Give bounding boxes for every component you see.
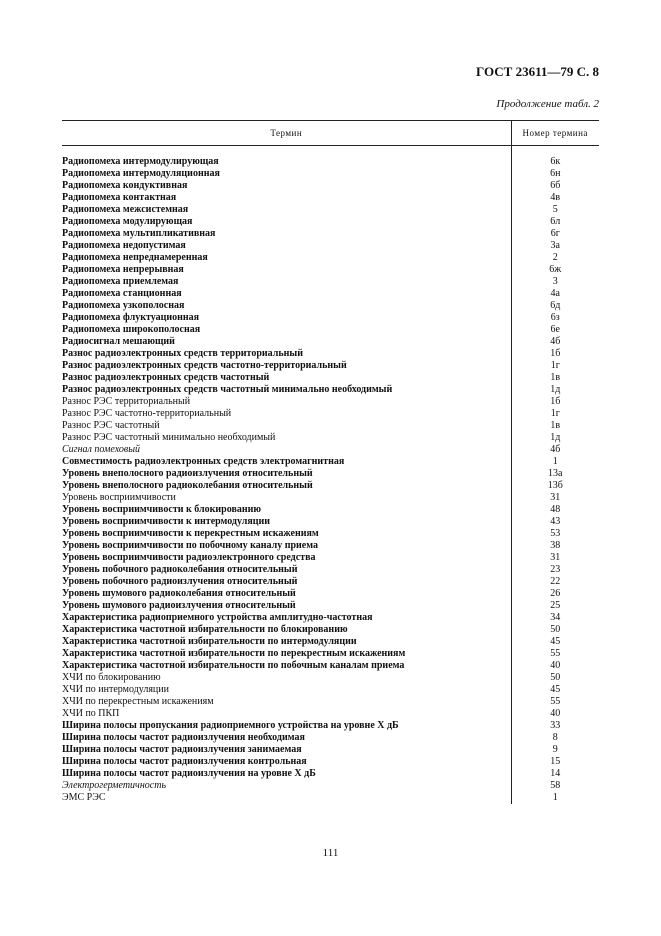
- table-row: [62, 648, 599, 660]
- table-row: [62, 528, 599, 540]
- column-header-number: Номер термина: [511, 121, 599, 146]
- term-number-cell: 1в: [550, 420, 561, 431]
- term-cell: Уровень шумового радиоизлучения относительный: [62, 600, 511, 612]
- table-row: [62, 336, 599, 348]
- term-cell: Разнос РЭС частотно-территориальный: [62, 408, 511, 420]
- table-row: [62, 624, 599, 636]
- term-number-cell: 4б: [550, 336, 561, 347]
- table-row: [62, 552, 599, 564]
- term-cell: Разнос РЭС частотный минимально необходимый: [62, 432, 511, 444]
- table-row: [62, 156, 599, 168]
- term-number-cell: 33: [550, 720, 561, 731]
- term-cell: Характеристика частотной избирательности по перекрестным искажениям: [62, 648, 511, 660]
- term-cell: Ширина полосы частот радиоизлучения необходимая: [62, 732, 511, 744]
- table-row: [62, 348, 599, 360]
- table-continuation-label: Продолжение табл. 2: [496, 98, 599, 110]
- term-number-cell: 3: [552, 276, 558, 287]
- table-row: [62, 696, 599, 708]
- term-number-cell: 48: [550, 504, 561, 515]
- table-row: [62, 612, 599, 624]
- term-number-cell: 3а: [550, 240, 560, 251]
- term-cell: Уровень побочного радиоизлучения относительный: [62, 576, 511, 588]
- term-cell: Характеристика частотной избирательности по интермодуляции: [62, 636, 511, 648]
- term-number-cell: 2: [552, 252, 558, 263]
- term-cell: Разнос радиоэлектронных средств частотно-территориальный: [62, 360, 511, 372]
- term-number-cell: 1д: [550, 432, 561, 443]
- term-number-cell: 13б: [547, 480, 563, 491]
- term-number-cell: 13а: [548, 468, 563, 479]
- term-number-cell: 1б: [550, 396, 561, 407]
- table-row: [62, 228, 599, 240]
- term-cell: Радиопомеха контактная: [62, 192, 511, 204]
- term-number-cell: 1в: [550, 372, 561, 383]
- term-number-cell: 6л: [550, 216, 561, 227]
- table-row: [62, 396, 599, 408]
- table-row: [62, 684, 599, 696]
- term-number-cell: 6к: [550, 156, 561, 167]
- term-number-cell: 45: [550, 636, 561, 647]
- table-header-row: [62, 121, 599, 146]
- term-number-cell: 55: [550, 696, 561, 707]
- term-cell: Разнос радиоэлектронных средств частотный минимально необходимый: [62, 384, 511, 396]
- column-header-term: Термин: [62, 121, 511, 146]
- table-row: [62, 264, 599, 276]
- table-row: [62, 516, 599, 528]
- table-row: [62, 252, 599, 264]
- term-number-cell: 6ж: [549, 264, 562, 275]
- term-cell: Радиопомеха непрерывная: [62, 264, 511, 276]
- term-cell: Радиопомеха непреднамеренная: [62, 252, 511, 264]
- page-number: 111: [322, 847, 339, 859]
- table-row: [62, 168, 599, 180]
- term-cell: Уровень внеполосного радиоизлучения относительный: [62, 468, 511, 480]
- table-row: [62, 672, 599, 684]
- term-number-cell: 1б: [550, 348, 561, 359]
- table-row: [62, 180, 599, 192]
- term-cell: Ширина полосы частот радиоизлучения занимаемая: [62, 744, 511, 756]
- term-cell: Уровень внеполосного радиоколебания относительный: [62, 480, 511, 492]
- term-number-cell: 6д: [550, 300, 561, 311]
- term-cell: Характеристика радиоприемного устройства амплитудно-частотная: [62, 612, 511, 624]
- table-row: [62, 420, 599, 432]
- table-row: [62, 468, 599, 480]
- term-cell: Уровень восприимчивости к блокированию: [62, 504, 511, 516]
- table-row: [62, 192, 599, 204]
- term-number-cell: 1д: [550, 384, 561, 395]
- term-number-cell: 6н: [550, 168, 561, 179]
- term-number-cell: 4б: [550, 444, 561, 455]
- table-row: [62, 540, 599, 552]
- term-cell: ХЧИ по перекрестным искажениям: [62, 696, 511, 708]
- term-cell: ХЧИ по интермодуляции: [62, 684, 511, 696]
- table-row: [62, 504, 599, 516]
- table-row: [62, 444, 599, 456]
- table-row: [62, 576, 599, 588]
- term-number-cell: 9: [552, 744, 558, 755]
- term-number-cell: 8: [552, 732, 558, 743]
- term-number-cell: 26: [550, 588, 561, 599]
- term-number-cell: 23: [550, 564, 561, 575]
- term-cell: Радиопомеха кондуктивная: [62, 180, 511, 192]
- term-cell: Характеристика частотной избирательности по побочным каналам приема: [62, 660, 511, 672]
- term-cell: Радиопомеха узкополосная: [62, 300, 511, 312]
- term-cell: Ширина полосы пропускания радиоприемного устройства на уровне X дБ: [62, 720, 511, 732]
- term-cell: Ширина полосы частот радиоизлучения контрольная: [62, 756, 511, 768]
- table-row: [62, 456, 599, 468]
- term-number-cell: 6г: [550, 228, 560, 239]
- term-number-cell: 58: [550, 780, 561, 791]
- table-row: [62, 480, 599, 492]
- term-cell: Разнос радиоэлектронных средств территориальный: [62, 348, 511, 360]
- term-cell: Радиопомеха станционная: [62, 288, 511, 300]
- term-number-cell: 38: [550, 540, 561, 551]
- document-header: ГОСТ 23611—79 С. 8: [476, 64, 599, 79]
- term-cell: Радиопомеха модулирующая: [62, 216, 511, 228]
- term-cell: Разнос радиоэлектронных средств частотный: [62, 372, 511, 384]
- term-cell: Уровень восприимчивости к перекрестным искажениям: [62, 528, 511, 540]
- table-row: [62, 432, 599, 444]
- term-number-cell: 40: [550, 708, 561, 719]
- table-row: [62, 372, 599, 384]
- table-row: [62, 384, 599, 396]
- table-row: [62, 300, 599, 312]
- term-number-cell: 4а: [550, 288, 560, 299]
- term-number-cell: 1г: [550, 360, 560, 371]
- term-cell: Уровень восприимчивости радиоэлектронного средства: [62, 552, 511, 564]
- table-row: [62, 600, 599, 612]
- term-number-cell: 5: [552, 204, 558, 215]
- table-row: [62, 216, 599, 228]
- term-number-cell: 4в: [550, 192, 561, 203]
- term-cell: ЭМС РЭС: [62, 792, 511, 804]
- term-cell: Уровень шумового радиоколебания относительный: [62, 588, 511, 600]
- term-number-cell: 31: [550, 492, 561, 503]
- term-cell: Ширина полосы частот радиоизлучения на уровне X дБ: [62, 768, 511, 780]
- term-cell: Радиопомеха межсистемная: [62, 204, 511, 216]
- terms-table: [62, 120, 599, 804]
- table-row: [62, 708, 599, 720]
- term-cell: Уровень восприимчивости: [62, 492, 511, 504]
- table-row: [62, 360, 599, 372]
- term-number-cell: 6б: [550, 180, 561, 191]
- term-cell: Уровень побочного радиоколебания относительный: [62, 564, 511, 576]
- term-number-cell: 40: [550, 660, 561, 671]
- term-cell: Радиопомеха мультипликативная: [62, 228, 511, 240]
- table-row: [62, 288, 599, 300]
- table-row: [62, 204, 599, 216]
- table-row: [62, 780, 599, 792]
- table-row: [62, 492, 599, 504]
- term-cell: Радиосигнал мешающий: [62, 336, 511, 348]
- term-number-cell: 14: [550, 768, 561, 779]
- term-number-cell: 1: [552, 792, 558, 803]
- term-cell: Радиопомеха флуктуационная: [62, 312, 511, 324]
- term-number-cell: 50: [550, 624, 561, 635]
- term-number-cell: 50: [550, 672, 561, 683]
- table-row: [62, 720, 599, 732]
- table-row: [62, 564, 599, 576]
- term-cell: Радиопомеха широкополосная: [62, 324, 511, 336]
- term-number-cell: 6з: [550, 312, 560, 323]
- table-spacer-row: [62, 146, 599, 157]
- term-cell: Радиопомеха интермодуляционная: [62, 168, 511, 180]
- term-number-cell: 55: [550, 648, 561, 659]
- table-row: [62, 408, 599, 420]
- term-number-cell: 6е: [550, 324, 560, 335]
- term-number-cell: 25: [550, 600, 561, 611]
- term-cell: Уровень восприимчивости по побочному каналу приема: [62, 540, 511, 552]
- table-row: [62, 636, 599, 648]
- term-number-cell: 43: [550, 516, 561, 527]
- term-cell: Радиопомеха недопустимая: [62, 240, 511, 252]
- term-cell: ХЧИ по ПКП: [62, 708, 511, 720]
- table-row: [62, 732, 599, 744]
- table-row: [62, 756, 599, 768]
- term-number-cell: 1г: [550, 408, 560, 419]
- term-number-cell: 31: [550, 552, 561, 563]
- term-number-cell: 15: [550, 756, 561, 767]
- term-cell: ХЧИ по блокированию: [62, 672, 511, 684]
- table-row: [62, 768, 599, 780]
- table-row: [62, 588, 599, 600]
- table-row: [62, 744, 599, 756]
- term-cell: Радиопомеха приемлемая: [62, 276, 511, 288]
- term-number-cell: 53: [550, 528, 561, 539]
- term-number-cell: 22: [550, 576, 561, 587]
- table-row: [62, 312, 599, 324]
- term-cell: Совместимость радиоэлектронных средств электромагнитная: [62, 456, 511, 468]
- term-cell: Разнос РЭС территориальный: [62, 396, 511, 408]
- term-number-cell: 45: [550, 684, 561, 695]
- term-cell: Уровень восприимчивости к интермодуляции: [62, 516, 511, 528]
- table-row: [62, 240, 599, 252]
- table-row: [62, 792, 599, 804]
- term-cell: Радиопомеха интермодулирующая: [62, 156, 511, 168]
- table-row: [62, 276, 599, 288]
- term-number-cell: 34: [550, 612, 561, 623]
- term-cell: Разнос РЭС частотный: [62, 420, 511, 432]
- term-cell: Сигнал помеховый: [62, 444, 511, 456]
- term-cell: Характеристика частотной избирательности по блокированию: [62, 624, 511, 636]
- table-row: [62, 660, 599, 672]
- term-cell: Электрогерметичность: [62, 780, 511, 792]
- table-row: [62, 324, 599, 336]
- term-number-cell: 1: [552, 456, 558, 467]
